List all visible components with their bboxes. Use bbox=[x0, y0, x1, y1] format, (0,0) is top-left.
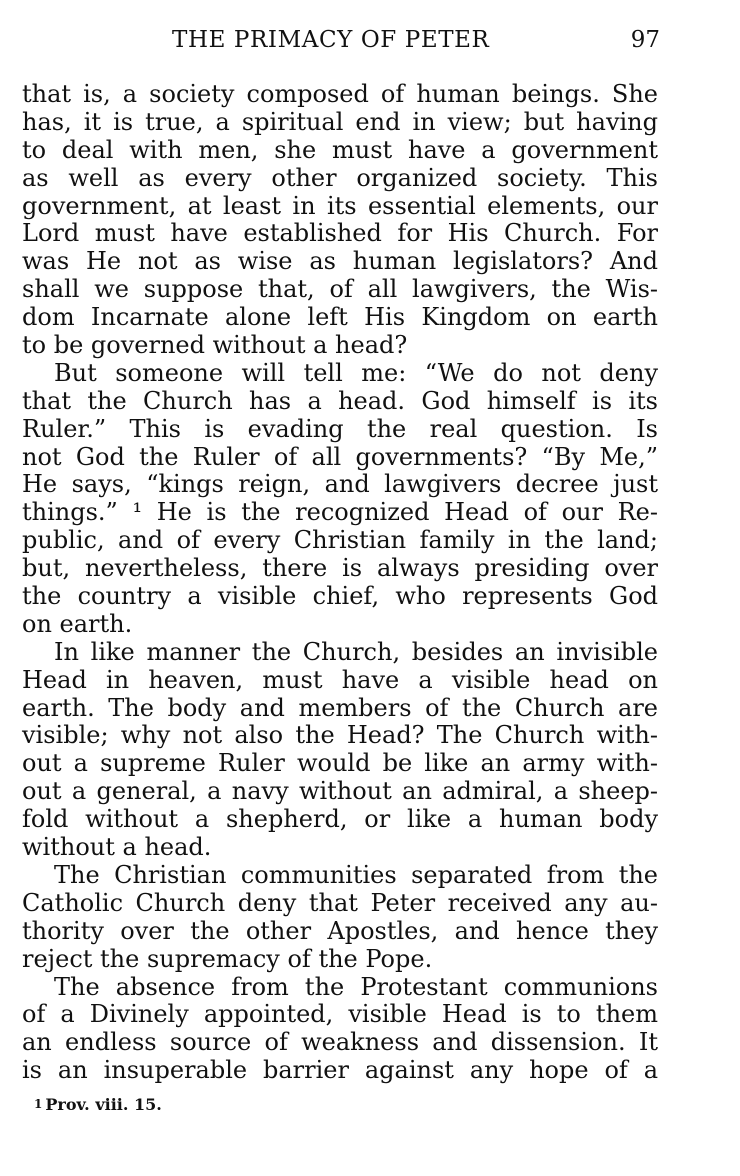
text-line: things.” ¹ He is the recognized Head of our Re- bbox=[22, 498, 658, 527]
text-line: was He not as wise as human legislators? And bbox=[22, 247, 658, 276]
paragraph-start-line: The absence from the Protestant communions bbox=[54, 972, 658, 1001]
text-line: without a head. bbox=[22, 833, 212, 862]
text-line: out a general, a navy without an admiral, a sheep- bbox=[22, 777, 658, 806]
text-line: to deal with men, she must have a government bbox=[22, 135, 658, 164]
text-line: earth. The body and members of the Church are bbox=[22, 693, 658, 722]
text-line: as well as every other organized society. This bbox=[22, 163, 658, 192]
text-line: thority over the other Apostles, and hence they bbox=[22, 916, 658, 945]
footnote-text: Prov. viii. 15. bbox=[45, 1095, 162, 1114]
text-line: out a supreme Ruler would be like an army with- bbox=[22, 749, 658, 778]
text-line: is an insuperable barrier against any hope of a bbox=[22, 1056, 658, 1085]
text-line: has, it is true, a spiritual end in view; but having bbox=[22, 107, 658, 136]
text-line: public, and of every Christian family in the land; bbox=[22, 526, 658, 555]
text-line: Ruler.” This is evading the real question. Is bbox=[22, 414, 658, 443]
text-line: Head in heaven, must have a visible head on bbox=[22, 665, 658, 694]
text-line: an endless source of weakness and dissension. It bbox=[22, 1028, 658, 1057]
text-line: but, nevertheless, there is always presiding over bbox=[22, 554, 658, 583]
text-line: on earth. bbox=[22, 609, 133, 638]
text-line: reject the supremacy of the Pope. bbox=[22, 944, 433, 973]
text-line: that is, a society composed of human beings. She bbox=[22, 80, 658, 108]
text-line: not God the Ruler of all governments? “By Me,” bbox=[22, 442, 658, 471]
text-line: shall we suppose that, of all lawgivers, the Wis- bbox=[22, 275, 658, 304]
paragraph-start-line: The Christian communities separated from the bbox=[54, 860, 658, 889]
footnote-marker: 1 bbox=[34, 1097, 43, 1111]
page-number: 97 bbox=[630, 27, 660, 53]
text-line: the country a visible chief, who represents God bbox=[22, 582, 658, 611]
body-text bbox=[22, 81, 658, 1085]
text-line: visible; why not also the Head? The Church with- bbox=[22, 721, 658, 750]
text-line: fold without a shepherd, or like a human body bbox=[22, 805, 658, 834]
text-line: that the Church has a head. God himself is its bbox=[22, 386, 658, 415]
footnote bbox=[34, 1093, 162, 1117]
text-line: dom Incarnate alone left His Kingdom on earth bbox=[22, 303, 658, 332]
running-head bbox=[20, 24, 660, 56]
paragraph-start-line: But someone will tell me: “We do not deny bbox=[54, 358, 658, 387]
text-line: He says, “kings reign, and lawgivers decree just bbox=[22, 470, 658, 499]
text-line: Catholic Church deny that Peter received any au- bbox=[22, 888, 658, 917]
paragraph-start-line: In like manner the Church, besides an invisible bbox=[54, 637, 658, 666]
running-title: THE PRIMACY OF PETER bbox=[172, 27, 490, 53]
text-line: to be governed without a head? bbox=[22, 331, 408, 360]
text-line: government, at least in its essential elements, our bbox=[22, 191, 658, 220]
text-line: Lord must have established for His Church. For bbox=[22, 219, 658, 248]
text-line: of a Divinely appointed, visible Head is to them bbox=[22, 1000, 658, 1029]
